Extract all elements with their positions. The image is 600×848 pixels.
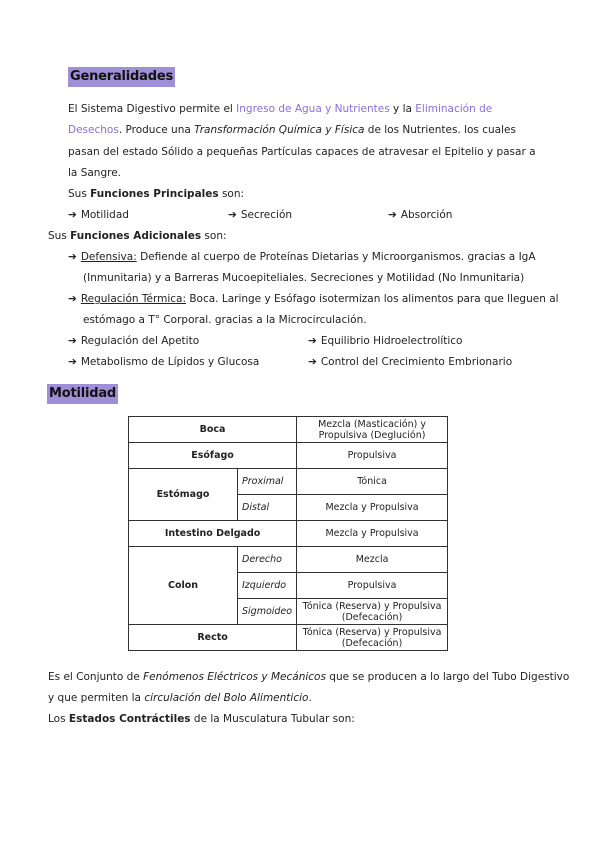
table-row xyxy=(129,625,448,651)
sub-label: Izquierdo xyxy=(238,573,297,599)
sub-label: Distal xyxy=(238,495,297,521)
text: Defiende al cuerpo de Proteínas Dietarias y Microorganismos. gracias a IgA xyxy=(136,251,536,263)
highlight-text: Desechos xyxy=(68,124,119,136)
table-row xyxy=(129,443,448,469)
motilidad-line-3 xyxy=(48,712,355,726)
text: son: xyxy=(201,230,227,242)
adicionales-title xyxy=(48,229,227,243)
row-label: Boca xyxy=(129,417,297,443)
termica-line-2: estómago a T° Corporal. gracias a la Microcirculación. xyxy=(83,314,367,326)
arrow-icon: ➔ xyxy=(308,335,317,347)
principal-item-secrecion xyxy=(228,208,292,222)
row-value: Mezcla y Propulsiva xyxy=(297,521,448,547)
item-text: Metabolismo de Lípidos y Glucosa xyxy=(80,356,260,368)
highlight-text: Eliminación de xyxy=(415,103,493,115)
italic-text: Transformación Química y Física xyxy=(194,124,365,136)
text: son: xyxy=(218,188,245,200)
row-value: Mezcla (Masticación) y Propulsiva (Deglución) xyxy=(297,417,448,443)
adicional-item-apetito xyxy=(68,334,199,348)
row-label: Colon xyxy=(129,547,238,625)
text: Sus xyxy=(68,188,91,200)
arrow-icon: ➔ xyxy=(68,335,77,347)
item-text: Regulación del Apetito xyxy=(80,335,200,347)
item-text: Motilidad xyxy=(80,209,129,221)
intro-line-2 xyxy=(68,123,516,137)
text: . xyxy=(308,692,312,704)
italic-text: circulación del Bolo Alimenticio xyxy=(144,692,309,704)
italic-text: Fenómenos Eléctricos y Mecánicos xyxy=(143,671,326,683)
row-value: Mezcla y Propulsiva xyxy=(297,495,448,521)
arrow-icon: ➔ xyxy=(228,209,237,221)
table-row xyxy=(129,469,448,495)
text: de los Nutrientes. los cuales xyxy=(364,124,516,136)
sub-label: Derecho xyxy=(238,547,297,573)
bold-text: Funciones Principales xyxy=(90,188,219,200)
principal-item-motilidad xyxy=(68,208,129,222)
table-row xyxy=(129,521,448,547)
arrow-icon: ➔ xyxy=(68,209,77,221)
adicional-item-metabolismo xyxy=(68,355,259,369)
intro-line-4: la Sangre. xyxy=(68,167,121,179)
row-value: Tónica (Reserva) y Propulsiva (Defecación) xyxy=(297,599,448,625)
motilidad-table xyxy=(128,416,448,651)
row-value: Tónica (Reserva) y Propulsiva (Defecación) xyxy=(297,625,448,651)
text: Es el Conjunto de xyxy=(48,671,144,683)
row-value: Propulsiva xyxy=(297,443,448,469)
item-text: Secreción xyxy=(240,209,293,221)
row-value: Tónica xyxy=(297,469,448,495)
defensiva-line-1 xyxy=(68,250,536,264)
sub-label: Proximal xyxy=(238,469,297,495)
intro-line-1 xyxy=(68,102,492,116)
item-text: Equilibrio Hidroelectrolítico xyxy=(320,335,463,347)
table-row xyxy=(129,417,448,443)
underlined-label: Defensiva: xyxy=(80,251,137,263)
principal-item-absorcion xyxy=(388,208,452,222)
text: Los xyxy=(48,713,69,725)
principales-title xyxy=(68,187,244,201)
arrow-icon: ➔ xyxy=(68,251,77,263)
highlight-text: Ingreso de Agua y Nutrientes xyxy=(236,103,390,115)
row-label: Recto xyxy=(129,625,297,651)
termica-line-1 xyxy=(68,292,559,306)
text: El Sistema Digestivo permite el xyxy=(68,103,237,115)
text: Sus xyxy=(48,230,71,242)
row-value: Propulsiva xyxy=(297,573,448,599)
arrow-icon: ➔ xyxy=(68,356,77,368)
motilidad-line-1 xyxy=(48,670,569,684)
text: de la Musculatura Tubular son: xyxy=(190,713,355,725)
text: y que permiten la xyxy=(48,692,145,704)
row-label: Estómago xyxy=(129,469,238,521)
defensiva-line-2: (Inmunitaria) y a Barreras Mucoepiteliales. Secreciones y Motilidad (No Inmunitaria) xyxy=(83,272,525,284)
underlined-label: Regulación Térmica: xyxy=(80,293,186,305)
row-label: Intestino Delgado xyxy=(129,521,297,547)
arrow-icon: ➔ xyxy=(388,209,397,221)
motilidad-heading: Motilidad xyxy=(47,384,118,404)
item-text: Absorción xyxy=(400,209,453,221)
intro-line-3: pasan del estado Sólido a pequeñas Partículas capaces de atravesar el Epitelio y pasar a xyxy=(68,146,536,158)
sub-label: Sigmoideo xyxy=(238,599,297,625)
text: y la xyxy=(389,103,416,115)
motilidad-line-2 xyxy=(48,691,312,705)
row-label: Esófago xyxy=(129,443,297,469)
table-row xyxy=(129,547,448,573)
adicional-item-hidroelectrolitico xyxy=(308,334,462,348)
arrow-icon: ➔ xyxy=(68,293,77,305)
item-text: Control del Crecimiento Embrionario xyxy=(320,356,513,368)
row-value: Mezcla xyxy=(297,547,448,573)
text: Boca. Laringe y Esófago isotermizan los alimentos para que lleguen al xyxy=(186,293,559,305)
bold-text: Estados Contráctiles xyxy=(68,713,191,725)
text: . Produce una xyxy=(118,124,195,136)
arrow-icon: ➔ xyxy=(308,356,317,368)
text: que se producen a lo largo del Tubo Digestivo xyxy=(325,671,570,683)
generalidades-heading: Generalidades xyxy=(68,67,175,87)
adicional-item-crecimiento xyxy=(308,355,512,369)
bold-text: Funciones Adicionales xyxy=(70,230,202,242)
